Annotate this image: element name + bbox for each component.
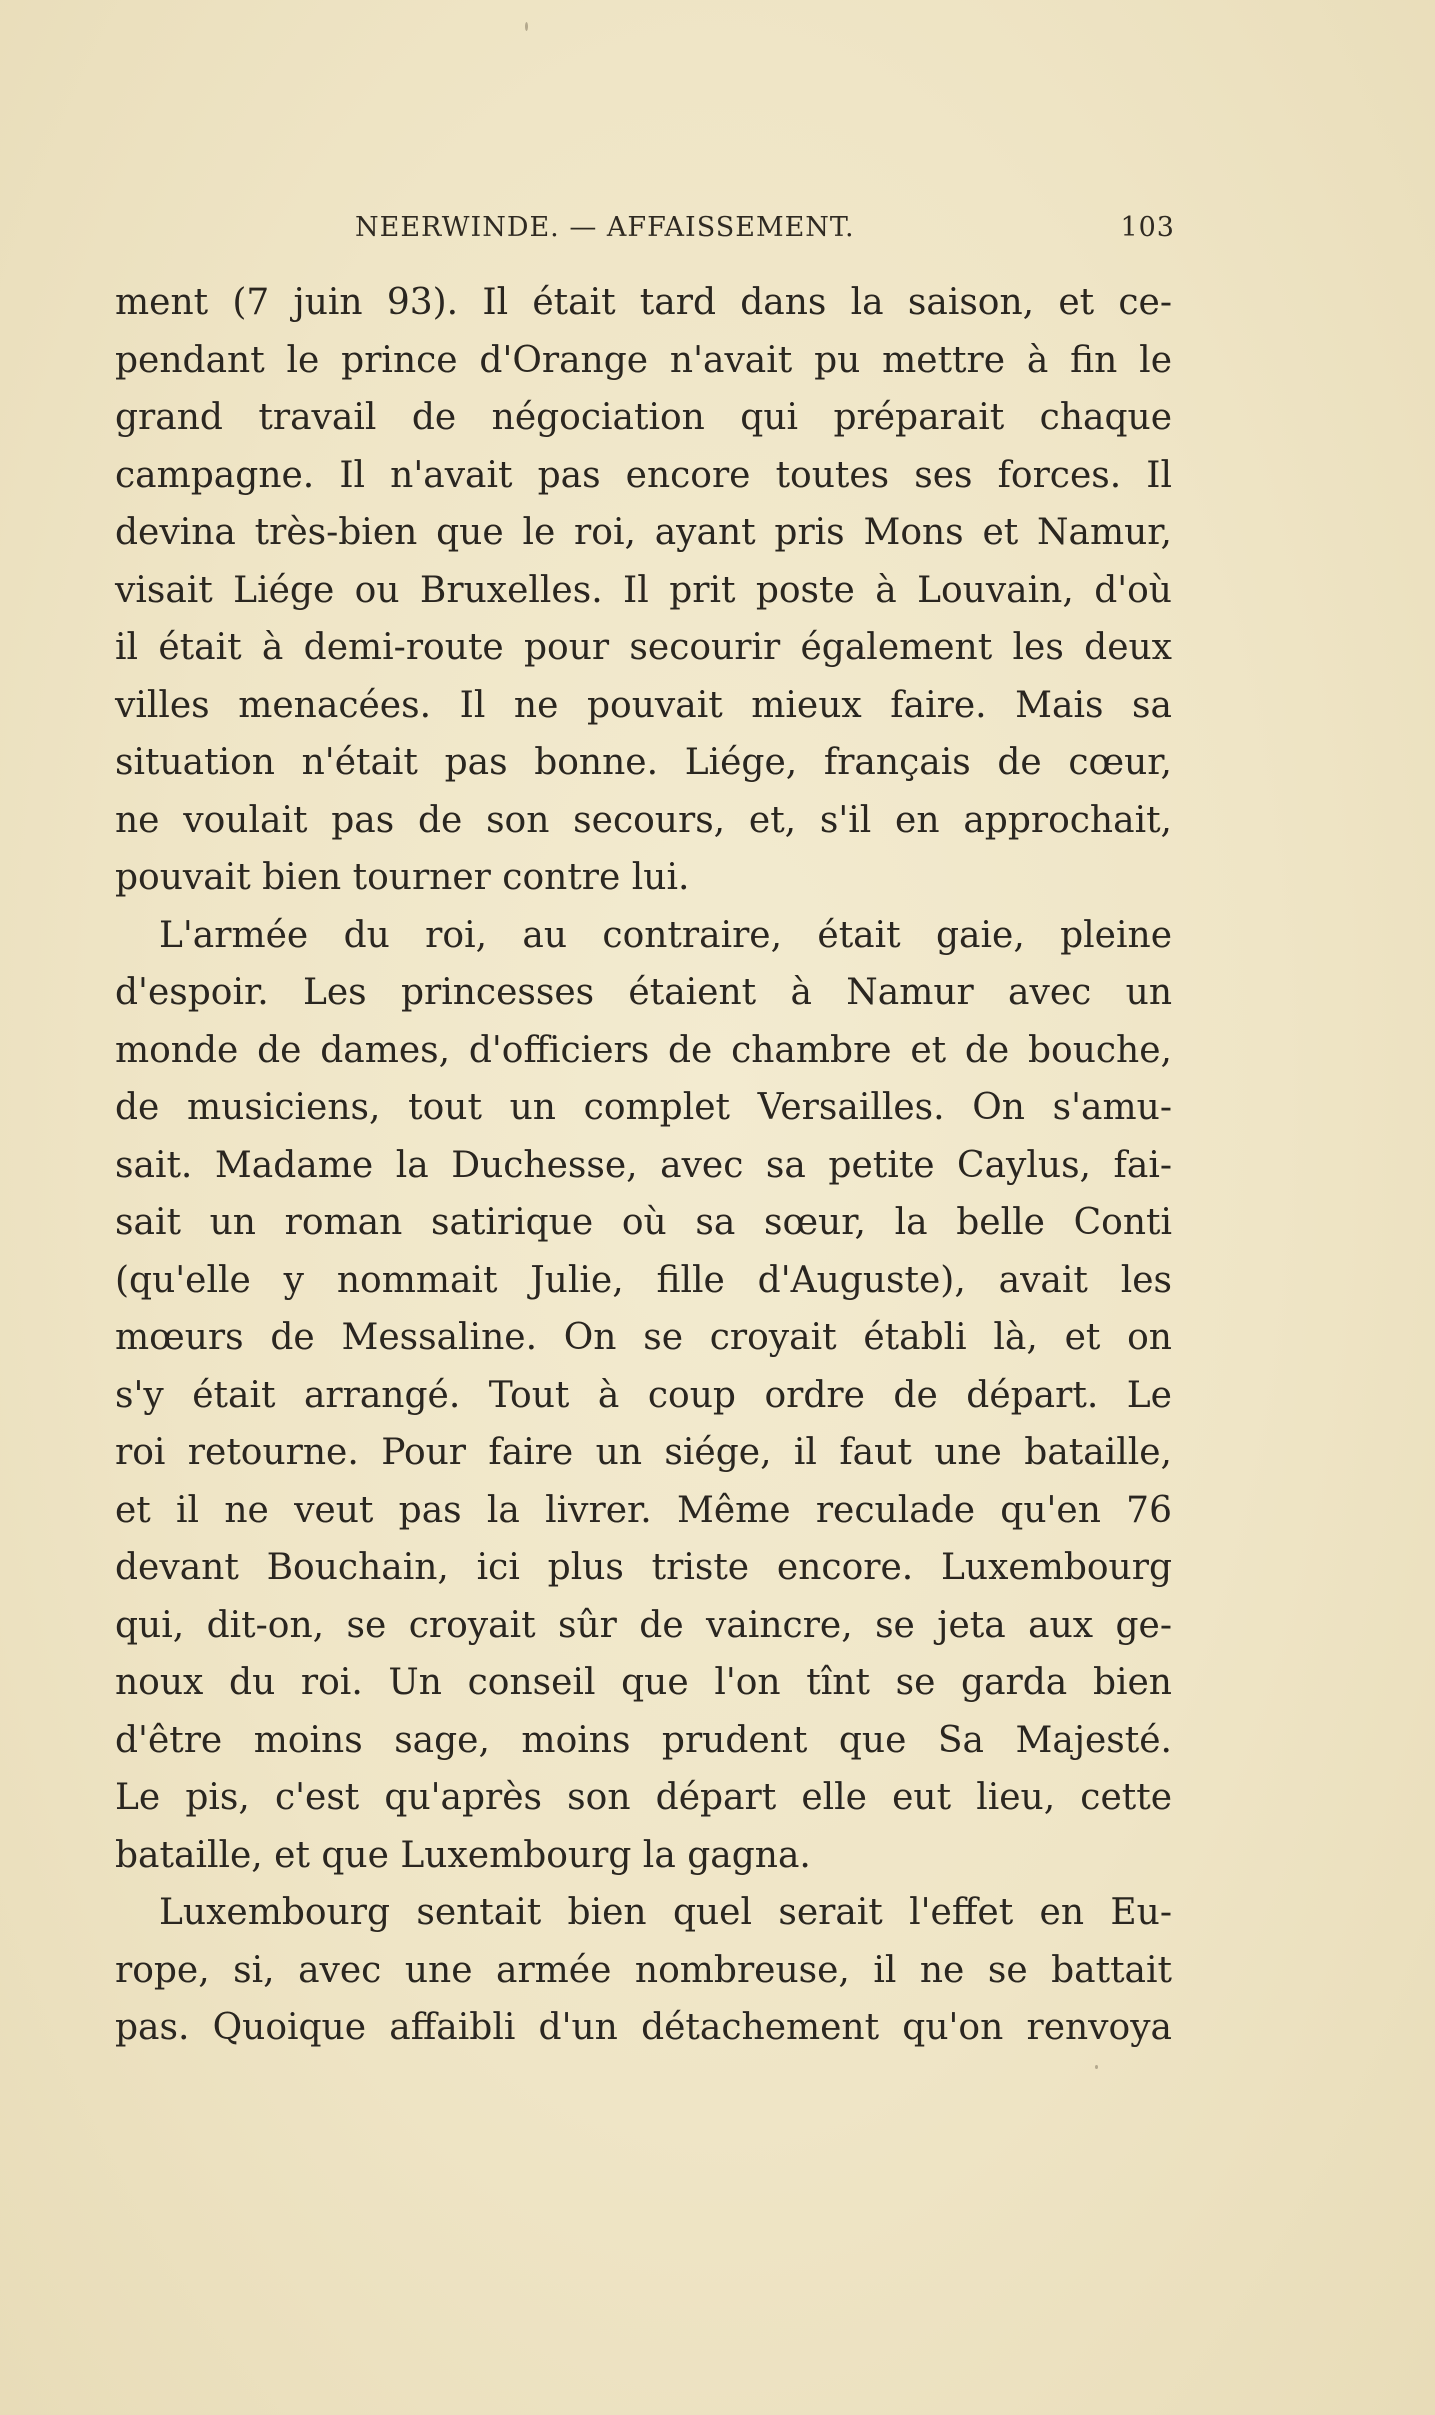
text-line: pouvait bien tourner contre lui. <box>115 857 690 898</box>
text-line: bataille, et que Luxembourg la gagna. <box>115 1834 811 1876</box>
text-line: (qu'elle y nommait Julie, fille d'Auguste), avait les <box>115 1259 1172 1301</box>
text-line: devina très-bien que le roi, ayant pris Mons et Namur, <box>115 512 1172 553</box>
text-line: visait Liége ou Bruxelles. Il prit poste à Louvain, d'où <box>115 569 1172 611</box>
text-line: situation n'était pas bonne. Liége, français de cœur, <box>115 742 1172 783</box>
text-line: ment (7 juin 93). Il était tard dans la saison, et ce- <box>115 282 1172 323</box>
text-line: pendant le prince d'Orange n'avait pu mettre à fin le <box>115 339 1172 381</box>
paper-speck <box>1095 2065 1098 2069</box>
running-title: NEERWINDE. — AFFAISSEMENT. <box>355 212 855 243</box>
page-header <box>115 212 1175 260</box>
text-line: Le pis, c'est qu'après son départ elle eut lieu, cette <box>115 1777 1172 1818</box>
text-line: campagne. Il n'avait pas encore toutes ses forces. Il <box>115 454 1172 496</box>
paragraph-first-line: L'armée du roi, au contraire, était gaie, pleine <box>159 914 1172 956</box>
text-line: s'y était arrangé. Tout à coup ordre de départ. Le <box>115 1374 1172 1416</box>
text-line: grand travail de négociation qui préparait chaque <box>115 397 1172 438</box>
text-line: rope, si, avec une armée nombreuse, il ne se battait <box>115 1949 1172 1991</box>
text-line: qui, dit-on, se croyait sûr de vaincre, se jeta aux ge- <box>115 1604 1172 1646</box>
paragraph-first-line: Luxembourg sentait bien quel serait l'effet en Eu- <box>159 1892 1172 1933</box>
text-line: sait. Madame la Duchesse, avec sa petite Caylus, fai- <box>115 1144 1172 1186</box>
paper-speck <box>525 22 528 31</box>
text-line: monde de dames, d'officiers de chambre et de bouche, <box>115 1029 1172 1071</box>
text-line: devant Bouchain, ici plus triste encore. Luxembourg <box>115 1547 1172 1588</box>
text-line: et il ne veut pas la livrer. Même reculade qu'en 76 <box>115 1489 1172 1531</box>
text-line: il était à demi-route pour secourir également les deux <box>115 627 1172 668</box>
text-line: sait un roman satirique où sa sœur, la belle Conti <box>115 1202 1172 1243</box>
text-line: noux du roi. Un conseil que l'on tînt se garda bien <box>115 1662 1172 1703</box>
text-line: ne voulait pas de son secours, et, s'il en approchait, <box>115 799 1172 841</box>
body-text <box>115 274 1172 2057</box>
page-number: 103 <box>1120 212 1175 243</box>
text-line: d'espoir. Les princesses étaient à Namur avec un <box>115 972 1172 1013</box>
text-line: mœurs de Messaline. On se croyait établi là, et on <box>115 1317 1172 1358</box>
text-line: villes menacées. Il ne pouvait mieux faire. Mais sa <box>115 684 1172 726</box>
text-line: pas. Quoique affaibli d'un détachement qu'on renvoya <box>115 2007 1172 2048</box>
text-line: roi retourne. Pour faire un siége, il faut une bataille, <box>115 1432 1172 1473</box>
text-line: de musiciens, tout un complet Versailles. On s'amu- <box>115 1087 1172 1128</box>
text-line: d'être moins sage, moins prudent que Sa Majesté. <box>115 1719 1172 1761</box>
